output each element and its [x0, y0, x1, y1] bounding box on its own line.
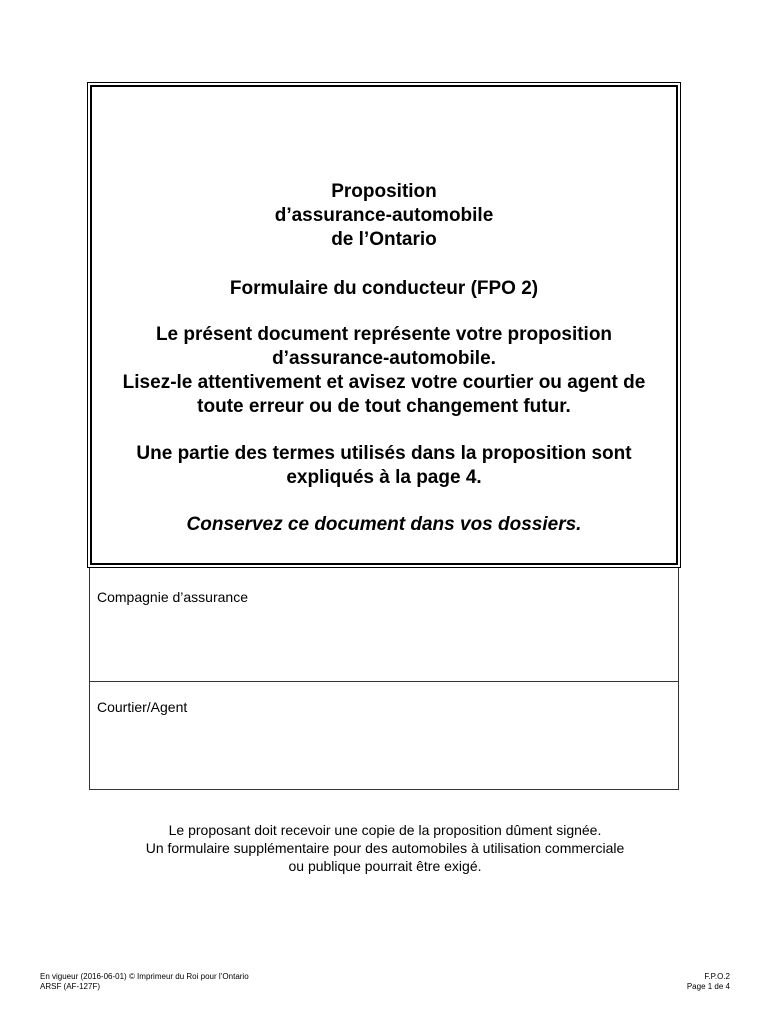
- terms-line-1: Une partie des termes utilisés dans la proposition sont: [136, 443, 632, 464]
- notice-line-3: ou publique pourrait être exigé.: [288, 858, 482, 874]
- footer-form-code: ARSF (AF-127F): [40, 982, 101, 991]
- title-line-1: Proposition: [331, 181, 437, 202]
- title-line-2: d’assurance-automobile: [274, 205, 494, 226]
- keep-note: Conservez ce document dans vos dossiers.: [186, 514, 582, 535]
- intro-line-3: Lisez-le attentivement et avisez votre courtier ou agent de: [122, 372, 646, 393]
- notice-line-1: Le proposant doit recevoir une copie de la proposition dûment signée.: [168, 822, 602, 838]
- insurance-company-label: Compagnie d’assurance: [97, 589, 248, 605]
- terms-line-2: expliqués à la page 4.: [286, 467, 482, 488]
- notice-line-2: Un formulaire supplémentaire pour des automobiles à utilisation commerciale: [145, 840, 625, 856]
- insurance-company-field[interactable]: [89, 568, 679, 682]
- footer-page-number: Page 1 de 4: [686, 982, 730, 991]
- title-box: [87, 82, 681, 568]
- title-line-3: de l’Ontario: [331, 229, 437, 250]
- form-name: Formulaire du conducteur (FPO 2): [229, 278, 539, 299]
- footer-form-id: F.P.O.2: [704, 972, 730, 981]
- broker-agent-label: Courtier/Agent: [97, 699, 188, 715]
- broker-agent-field[interactable]: [89, 681, 679, 790]
- footer-effective-date: En vigueur (2016-06-01) © Imprimeur du Roi pour l’Ontario: [40, 972, 249, 981]
- intro-line-2: d’assurance-automobile.: [272, 348, 496, 369]
- intro-line-1: Le présent document représente votre proposition: [155, 324, 613, 345]
- intro-line-4: toute erreur ou de tout changement futur.: [197, 396, 571, 417]
